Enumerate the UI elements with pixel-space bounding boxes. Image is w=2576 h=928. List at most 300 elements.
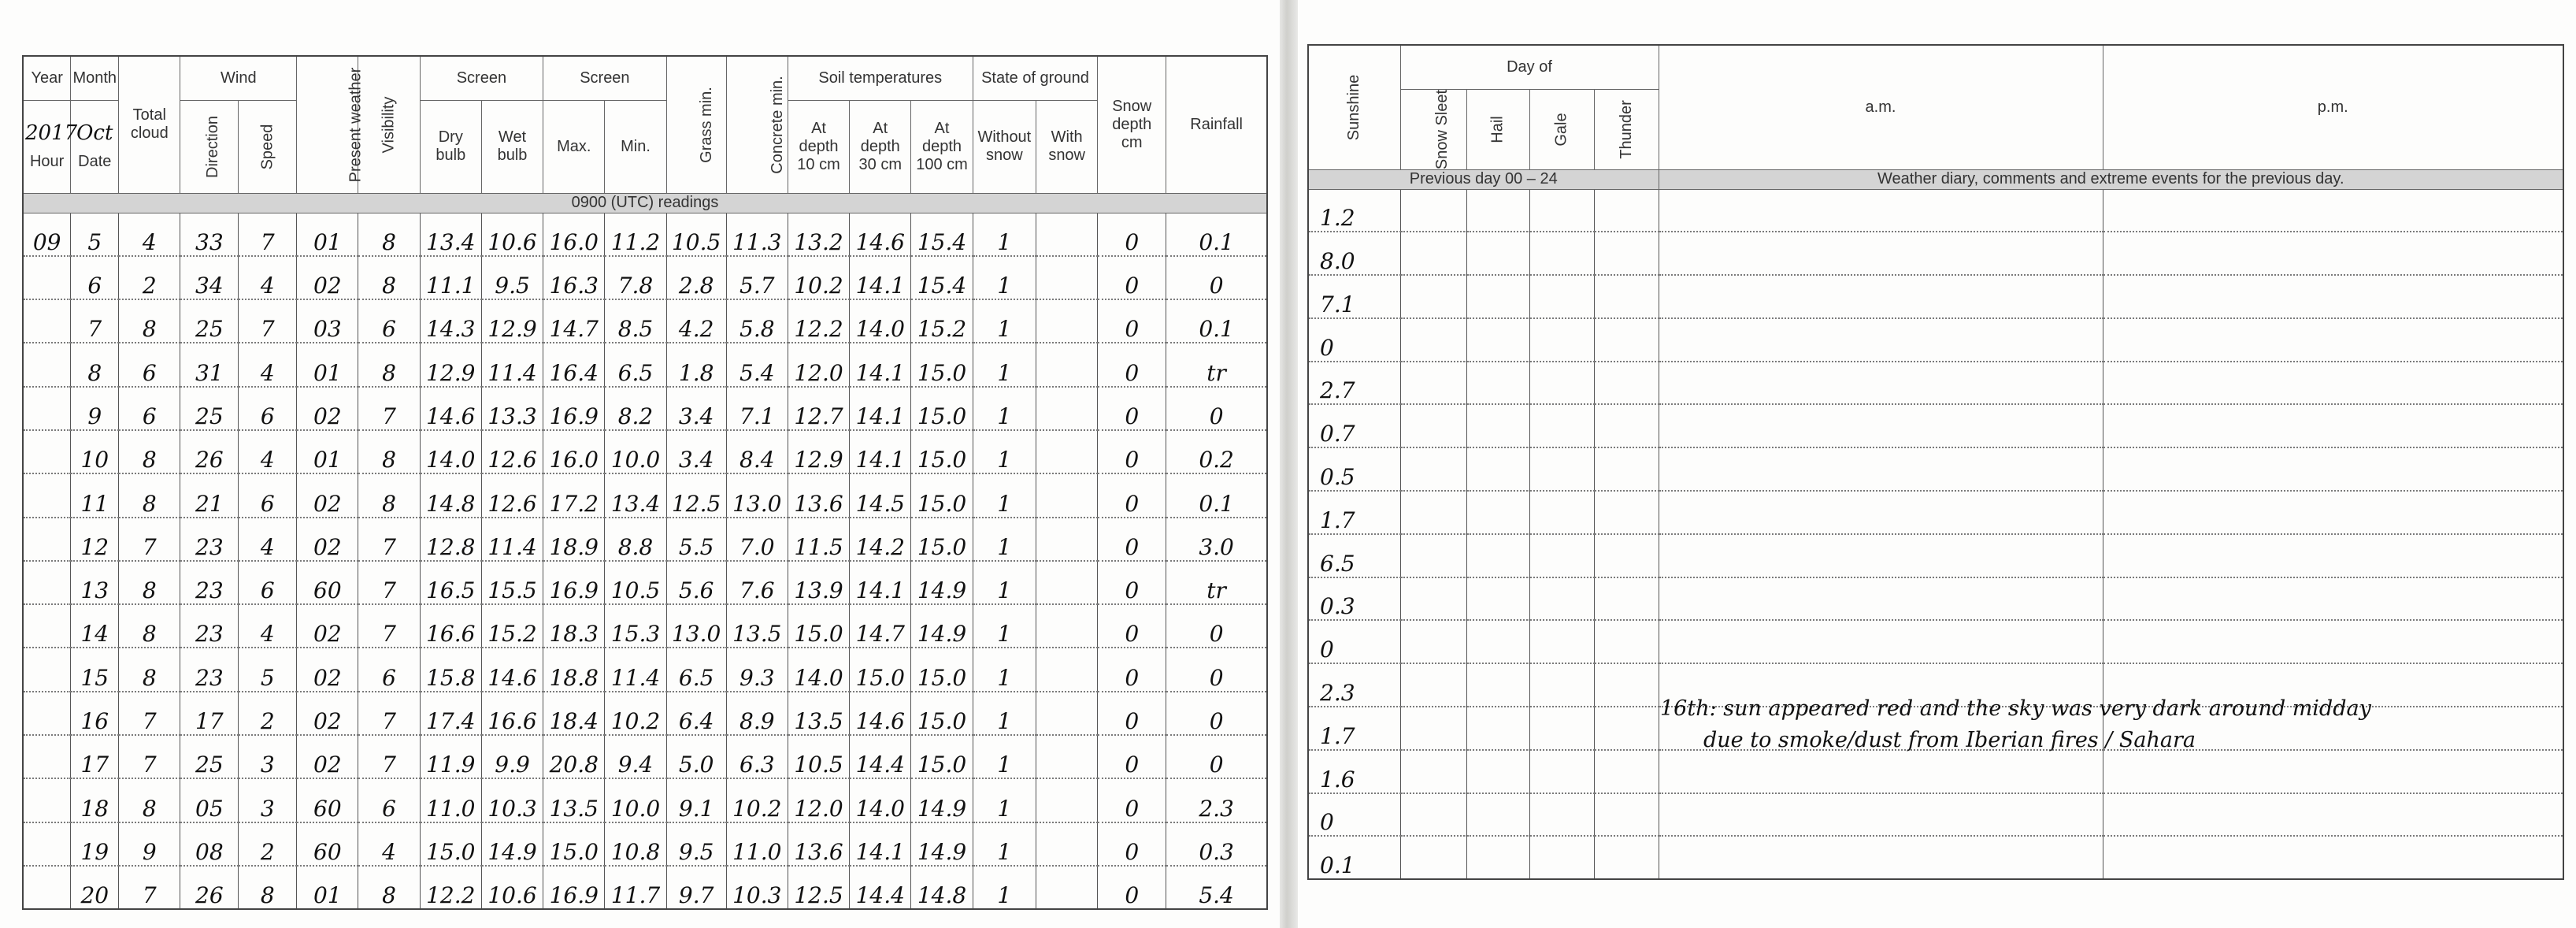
cell-am xyxy=(1659,404,2103,447)
cell-d10: 10.5 xyxy=(788,735,849,778)
cell-cloud: 4 xyxy=(119,213,180,256)
cell-grass: 9.5 xyxy=(666,822,726,866)
cell-wet: 15.5 xyxy=(481,561,543,604)
cell-rain: 3.0 xyxy=(1166,518,1267,561)
cell-pw: 02 xyxy=(297,735,358,778)
cell-snow-sleet xyxy=(1400,663,1466,707)
cell-d100: 15.0 xyxy=(911,518,973,561)
diary-entry xyxy=(1660,693,2371,756)
cell-snow: 0 xyxy=(1098,561,1166,604)
cell-vis: 6 xyxy=(358,778,420,822)
diary-row xyxy=(1308,793,2563,837)
diary-row xyxy=(1308,362,2563,405)
cell-thunder xyxy=(1594,404,1659,447)
cell-hail xyxy=(1466,663,1529,707)
cell-d10: 12.2 xyxy=(788,299,849,343)
cell-am xyxy=(1659,362,2103,405)
diary-row xyxy=(1308,577,2563,621)
cell-vis: 8 xyxy=(358,256,420,299)
cell-gale xyxy=(1529,620,1594,663)
cell-d100: 14.9 xyxy=(911,604,973,648)
cell-pm xyxy=(2103,189,2563,232)
cell-min: 8.2 xyxy=(605,387,666,430)
cell-speed: 6 xyxy=(239,387,297,430)
header-snow-depth: Snow depth cm xyxy=(1098,56,1166,193)
cell-dir: 26 xyxy=(180,866,239,909)
cell-sunshine: 0 xyxy=(1308,620,1400,663)
cell-am xyxy=(1659,318,2103,362)
cell-hail xyxy=(1466,620,1529,663)
cell-date: 17 xyxy=(71,735,119,778)
cell-sunshine: 7.1 xyxy=(1308,275,1400,318)
cell-ws xyxy=(1036,299,1098,343)
cell-max: 16.3 xyxy=(543,256,605,299)
cell-max: 16.0 xyxy=(543,430,605,473)
right-page xyxy=(1298,0,2576,928)
cell-wos: 1 xyxy=(973,387,1036,430)
readings-band: 0900 (UTC) readings xyxy=(23,193,1267,213)
cell-dir: 33 xyxy=(180,213,239,256)
cell-wos: 1 xyxy=(973,343,1036,386)
cell-snow: 0 xyxy=(1098,473,1166,517)
cell-wet: 10.3 xyxy=(481,778,543,822)
cell-cloud: 7 xyxy=(119,735,180,778)
cell-max: 16.9 xyxy=(543,387,605,430)
cell-min: 7.8 xyxy=(605,256,666,299)
cell-hail xyxy=(1466,750,1529,793)
cell-cloud: 8 xyxy=(119,430,180,473)
cell-vis: 7 xyxy=(358,518,420,561)
cell-speed: 4 xyxy=(239,518,297,561)
diary-body xyxy=(1308,189,2563,879)
cell-conc: 5.4 xyxy=(726,343,788,386)
cell-vis: 8 xyxy=(358,343,420,386)
cell-d30: 14.4 xyxy=(850,735,911,778)
cell-conc: 10.2 xyxy=(726,778,788,822)
cell-am xyxy=(1659,534,2103,577)
cell-d30: 14.2 xyxy=(850,518,911,561)
cell-am xyxy=(1659,447,2103,491)
cell-conc: 9.3 xyxy=(726,648,788,691)
cell-max: 15.0 xyxy=(543,822,605,866)
cell-pw: 03 xyxy=(297,299,358,343)
reading-row xyxy=(23,778,1267,822)
cell-min: 8.5 xyxy=(605,299,666,343)
cell-gale xyxy=(1529,793,1594,837)
cell-d10: 13.9 xyxy=(788,561,849,604)
cell-sunshine: 0.3 xyxy=(1308,577,1400,621)
reading-row xyxy=(23,735,1267,778)
cell-conc: 13.0 xyxy=(726,473,788,517)
header-pm: p.m. xyxy=(2103,45,2563,169)
cell-wet: 14.9 xyxy=(481,822,543,866)
cell-max: 18.4 xyxy=(543,692,605,735)
cell-speed: 4 xyxy=(239,256,297,299)
cell-rain: 0.1 xyxy=(1166,473,1267,517)
cell-wos: 1 xyxy=(973,866,1036,909)
cell-rain: 2.3 xyxy=(1166,778,1267,822)
cell-speed: 2 xyxy=(239,692,297,735)
cell-am xyxy=(1659,232,2103,275)
cell-thunder xyxy=(1594,793,1659,837)
cell-sunshine: 2.3 xyxy=(1308,663,1400,707)
cell-rain: 0 xyxy=(1166,692,1267,735)
header-without-snow: Without snow xyxy=(973,100,1036,193)
diary-row xyxy=(1308,620,2563,663)
cell-hail xyxy=(1466,836,1529,879)
cell-wet: 16.6 xyxy=(481,692,543,735)
cell-dry: 11.9 xyxy=(420,735,481,778)
cell-conc: 11.3 xyxy=(726,213,788,256)
cell-ws xyxy=(1036,822,1098,866)
cell-d30: 14.7 xyxy=(850,604,911,648)
cell-dir: 25 xyxy=(180,735,239,778)
header-direction: Direction xyxy=(180,100,239,193)
cell-max: 16.9 xyxy=(543,866,605,909)
header-month-date xyxy=(71,100,119,193)
cell-gale xyxy=(1529,189,1594,232)
cell-snow-sleet xyxy=(1400,232,1466,275)
header-snow-sleet: Snow Sleet xyxy=(1400,89,1466,169)
cell-wet: 15.2 xyxy=(481,604,543,648)
cell-cloud: 8 xyxy=(119,561,180,604)
cell-wos: 1 xyxy=(973,692,1036,735)
cell-sunshine: 2.7 xyxy=(1308,362,1400,405)
cell-snow: 0 xyxy=(1098,778,1166,822)
cell-d30: 14.5 xyxy=(850,473,911,517)
cell-thunder xyxy=(1594,663,1659,707)
cell-dry: 13.4 xyxy=(420,213,481,256)
cell-hour xyxy=(23,866,71,909)
cell-thunder xyxy=(1594,534,1659,577)
cell-thunder xyxy=(1594,362,1659,405)
cell-hour xyxy=(23,299,71,343)
cell-d30: 14.1 xyxy=(850,387,911,430)
cell-d100: 15.0 xyxy=(911,343,973,386)
cell-conc: 7.0 xyxy=(726,518,788,561)
cell-d100: 15.0 xyxy=(911,473,973,517)
cell-rain: 0 xyxy=(1166,604,1267,648)
cell-d10: 10.2 xyxy=(788,256,849,299)
cell-snow-sleet xyxy=(1400,620,1466,663)
cell-wet: 11.4 xyxy=(481,518,543,561)
book-spine xyxy=(1280,0,1298,928)
cell-pw: 02 xyxy=(297,518,358,561)
diary-row xyxy=(1308,491,2563,534)
cell-hail xyxy=(1466,275,1529,318)
cell-hour xyxy=(23,692,71,735)
cell-conc: 13.5 xyxy=(726,604,788,648)
cell-snow-sleet xyxy=(1400,577,1466,621)
cell-min: 10.5 xyxy=(605,561,666,604)
cell-grass: 13.0 xyxy=(666,604,726,648)
cell-cloud: 8 xyxy=(119,473,180,517)
cell-pw: 01 xyxy=(297,213,358,256)
reading-row xyxy=(23,648,1267,691)
cell-sunshine: 1.7 xyxy=(1308,491,1400,534)
cell-d100: 14.9 xyxy=(911,822,973,866)
header-thunder: Thunder xyxy=(1594,89,1659,169)
cell-hour xyxy=(23,343,71,386)
cell-snow-sleet xyxy=(1400,318,1466,362)
cell-dir: 08 xyxy=(180,822,239,866)
cell-am xyxy=(1659,836,2103,879)
cell-sunshine: 6.5 xyxy=(1308,534,1400,577)
cell-d30: 14.1 xyxy=(850,822,911,866)
cell-vis: 7 xyxy=(358,692,420,735)
cell-am xyxy=(1659,620,2103,663)
header-hail: Hail xyxy=(1466,89,1529,169)
cell-hour xyxy=(23,604,71,648)
cell-d30: 14.1 xyxy=(850,430,911,473)
cell-dry: 16.5 xyxy=(420,561,481,604)
cell-d10: 13.6 xyxy=(788,473,849,517)
header-dry-bulb: Dry bulb xyxy=(420,100,481,193)
cell-snow-sleet xyxy=(1400,447,1466,491)
header-min: Min. xyxy=(605,100,666,193)
cell-hail xyxy=(1466,707,1529,750)
cell-snow-sleet xyxy=(1400,189,1466,232)
cell-grass: 6.4 xyxy=(666,692,726,735)
cell-grass: 4.2 xyxy=(666,299,726,343)
cell-thunder xyxy=(1594,318,1659,362)
cell-speed: 6 xyxy=(239,473,297,517)
cell-thunder xyxy=(1594,491,1659,534)
cell-vis: 4 xyxy=(358,822,420,866)
header-with-snow: With snow xyxy=(1036,100,1098,193)
cell-dry: 15.0 xyxy=(420,822,481,866)
band-weather-diary: Weather diary, comments and extreme events for the previous day. xyxy=(1659,169,2563,189)
cell-rain: tr xyxy=(1166,343,1267,386)
header-date: Date xyxy=(78,153,112,171)
reading-row xyxy=(23,256,1267,299)
cell-dry: 11.1 xyxy=(420,256,481,299)
header-gale: Gale xyxy=(1529,89,1594,169)
cell-dir: 17 xyxy=(180,692,239,735)
cell-d100: 14.9 xyxy=(911,561,973,604)
cell-gale xyxy=(1529,577,1594,621)
cell-rain: 0 xyxy=(1166,387,1267,430)
cell-grass: 2.8 xyxy=(666,256,726,299)
cell-min: 10.0 xyxy=(605,778,666,822)
header-day-of: Day of xyxy=(1400,45,1659,89)
cell-dry: 12.9 xyxy=(420,343,481,386)
cell-thunder xyxy=(1594,447,1659,491)
cell-dir: 23 xyxy=(180,648,239,691)
cell-pw: 02 xyxy=(297,387,358,430)
header-year: Year xyxy=(23,56,71,100)
cell-pw: 60 xyxy=(297,822,358,866)
diary-row xyxy=(1308,318,2563,362)
cell-speed: 7 xyxy=(239,213,297,256)
cell-snow: 0 xyxy=(1098,604,1166,648)
cell-min: 9.4 xyxy=(605,735,666,778)
cell-grass: 5.6 xyxy=(666,561,726,604)
cell-max: 18.3 xyxy=(543,604,605,648)
cell-date: 19 xyxy=(71,822,119,866)
cell-gale xyxy=(1529,362,1594,405)
header-grass-min: Grass min. xyxy=(666,56,726,193)
cell-wos: 1 xyxy=(973,518,1036,561)
cell-min: 10.0 xyxy=(605,430,666,473)
cell-conc: 8.9 xyxy=(726,692,788,735)
cell-dir: 21 xyxy=(180,473,239,517)
cell-date: 18 xyxy=(71,778,119,822)
cell-wos: 1 xyxy=(973,735,1036,778)
header-wind: Wind xyxy=(180,56,297,100)
cell-date: 9 xyxy=(71,387,119,430)
cell-max: 13.5 xyxy=(543,778,605,822)
cell-rain: 0.2 xyxy=(1166,430,1267,473)
cell-date: 12 xyxy=(71,518,119,561)
cell-hour xyxy=(23,518,71,561)
cell-grass: 3.4 xyxy=(666,430,726,473)
header-month: Month xyxy=(71,56,119,100)
cell-hour xyxy=(23,735,71,778)
cell-thunder xyxy=(1594,577,1659,621)
cell-snow-sleet xyxy=(1400,836,1466,879)
cell-gale xyxy=(1529,707,1594,750)
reading-row xyxy=(23,473,1267,517)
cell-wos: 1 xyxy=(973,648,1036,691)
handwritten-month: Oct xyxy=(76,121,113,145)
header-depth-30cm: At depth 30 cm xyxy=(850,100,911,193)
cell-max: 17.2 xyxy=(543,473,605,517)
cell-gale xyxy=(1529,447,1594,491)
cell-snow-sleet xyxy=(1400,275,1466,318)
cell-pm xyxy=(2103,836,2563,879)
cell-dry: 12.2 xyxy=(420,866,481,909)
diary-line-1: 16th: sun appeared red and the sky was very dark around midday xyxy=(1660,696,2371,721)
cell-am xyxy=(1659,491,2103,534)
cell-gale xyxy=(1529,232,1594,275)
cell-dir: 23 xyxy=(180,518,239,561)
cell-cloud: 7 xyxy=(119,866,180,909)
cell-am xyxy=(1659,577,2103,621)
cell-d100: 15.4 xyxy=(911,213,973,256)
header-total-cloud: Total cloud xyxy=(119,56,180,193)
cell-d30: 14.0 xyxy=(850,778,911,822)
cell-thunder xyxy=(1594,189,1659,232)
cell-wet: 12.6 xyxy=(481,430,543,473)
cell-ws xyxy=(1036,343,1098,386)
cell-max: 14.7 xyxy=(543,299,605,343)
cell-date: 13 xyxy=(71,561,119,604)
cell-grass: 5.0 xyxy=(666,735,726,778)
cell-max: 16.4 xyxy=(543,343,605,386)
cell-wos: 1 xyxy=(973,473,1036,517)
cell-speed: 3 xyxy=(239,735,297,778)
cell-d100: 15.0 xyxy=(911,387,973,430)
cell-rain: tr xyxy=(1166,561,1267,604)
cell-hail xyxy=(1466,232,1529,275)
cell-gale xyxy=(1529,663,1594,707)
cell-min: 11.4 xyxy=(605,648,666,691)
cell-cloud: 6 xyxy=(119,387,180,430)
reading-row xyxy=(23,213,1267,256)
cell-ws xyxy=(1036,778,1098,822)
cell-speed: 6 xyxy=(239,561,297,604)
cell-rain: 5.4 xyxy=(1166,866,1267,909)
cell-cloud: 7 xyxy=(119,692,180,735)
cell-ws xyxy=(1036,430,1098,473)
cell-d10: 12.9 xyxy=(788,430,849,473)
cell-snow: 0 xyxy=(1098,518,1166,561)
reading-row xyxy=(23,299,1267,343)
cell-snow-sleet xyxy=(1400,404,1466,447)
cell-conc: 8.4 xyxy=(726,430,788,473)
cell-pw: 01 xyxy=(297,866,358,909)
cell-d10: 15.0 xyxy=(788,604,849,648)
reading-row xyxy=(23,343,1267,386)
cell-rain: 0.1 xyxy=(1166,299,1267,343)
diary-row xyxy=(1308,275,2563,318)
cell-conc: 10.3 xyxy=(726,866,788,909)
cell-speed: 7 xyxy=(239,299,297,343)
cell-speed: 4 xyxy=(239,604,297,648)
cell-wet: 9.5 xyxy=(481,256,543,299)
cell-grass: 12.5 xyxy=(666,473,726,517)
cell-cloud: 8 xyxy=(119,648,180,691)
cell-gale xyxy=(1529,318,1594,362)
cell-cloud: 8 xyxy=(119,604,180,648)
cell-d10: 13.6 xyxy=(788,822,849,866)
cell-pm xyxy=(2103,447,2563,491)
cell-vis: 8 xyxy=(358,213,420,256)
cell-dry: 12.8 xyxy=(420,518,481,561)
cell-snow-sleet xyxy=(1400,707,1466,750)
cell-gale xyxy=(1529,275,1594,318)
cell-gale xyxy=(1529,404,1594,447)
cell-min: 10.2 xyxy=(605,692,666,735)
header-depth-100cm: At depth 100 cm xyxy=(911,100,973,193)
cell-snow: 0 xyxy=(1098,648,1166,691)
cell-snow-sleet xyxy=(1400,793,1466,837)
cell-dry: 14.8 xyxy=(420,473,481,517)
cell-hail xyxy=(1466,793,1529,837)
readings-body xyxy=(23,213,1267,909)
cell-sunshine: 1.6 xyxy=(1308,750,1400,793)
cell-wet: 12.6 xyxy=(481,473,543,517)
reading-row xyxy=(23,604,1267,648)
cell-vis: 8 xyxy=(358,473,420,517)
cell-hail xyxy=(1466,318,1529,362)
cell-date: 15 xyxy=(71,648,119,691)
cell-date: 20 xyxy=(71,866,119,909)
cell-thunder xyxy=(1594,232,1659,275)
cell-d100: 15.0 xyxy=(911,692,973,735)
cell-speed: 2 xyxy=(239,822,297,866)
cell-snow: 0 xyxy=(1098,343,1166,386)
left-page xyxy=(0,0,1280,928)
cell-ws xyxy=(1036,213,1098,256)
diary-row xyxy=(1308,404,2563,447)
header-wet-bulb: Wet bulb xyxy=(481,100,543,193)
cell-pm xyxy=(2103,793,2563,837)
reading-row xyxy=(23,387,1267,430)
cell-dir: 23 xyxy=(180,561,239,604)
header-screen-maxmin: Screen xyxy=(543,56,666,100)
cell-hail xyxy=(1466,404,1529,447)
cell-wos: 1 xyxy=(973,561,1036,604)
cell-rain: 0.1 xyxy=(1166,213,1267,256)
cell-pw: 02 xyxy=(297,256,358,299)
cell-pw: 02 xyxy=(297,604,358,648)
cell-snow-sleet xyxy=(1400,750,1466,793)
cell-snow: 0 xyxy=(1098,866,1166,909)
cell-conc: 7.6 xyxy=(726,561,788,604)
cell-dir: 05 xyxy=(180,778,239,822)
